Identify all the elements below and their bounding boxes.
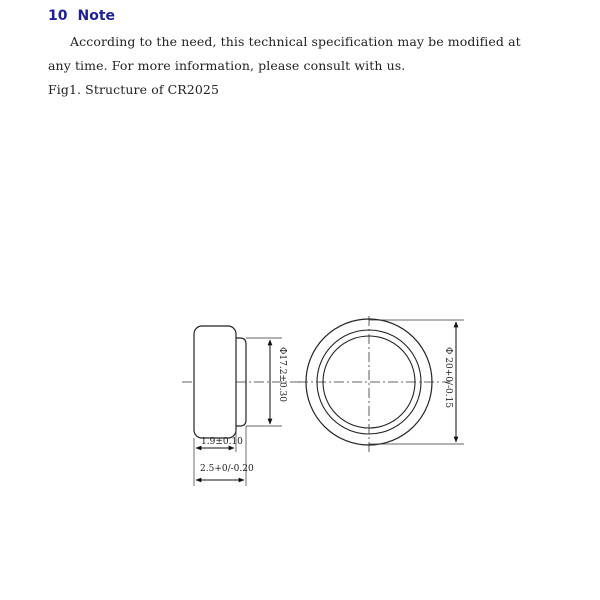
front-view <box>298 316 464 452</box>
figure-caption: Fig1. Structure of CR2025 <box>48 82 220 97</box>
outer-diameter-label: Φ 20+0/-0.15 <box>443 347 453 409</box>
total-thickness-label: 2.5+0/-0.20 <box>200 464 254 474</box>
middle-circle <box>317 330 421 434</box>
paragraph-line-2: any time. For more information, please consult with us. <box>48 58 406 73</box>
inner-diameter-label: Φ17.2±0.30 <box>277 347 287 402</box>
side-view <box>182 326 302 486</box>
section-number: 10 <box>48 8 68 24</box>
paragraph-line-1: According to the need, this technical specification may be modified at <box>70 34 521 49</box>
inner-thickness-label: 1.9±0.10 <box>201 437 243 447</box>
section-title: Note <box>77 8 116 24</box>
side-body <box>194 326 236 438</box>
